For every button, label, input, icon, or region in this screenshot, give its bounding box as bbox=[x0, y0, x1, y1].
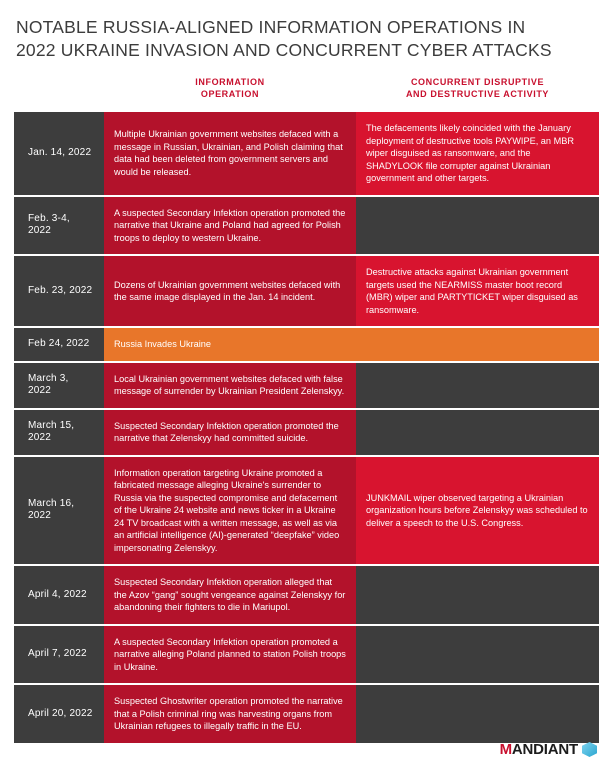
row-concurrent-activity: JUNKMAIL wiper observed targeting a Ukrainian organization hours before Zelenskyy was scheduled to deliver a speech to the U.S. Congress. bbox=[356, 457, 599, 565]
timeline-table bbox=[14, 72, 599, 745]
row-information-operation: Suspected Secondary Infektion operation alleged that the Azov “gang” sought vengeance against Zelenskyy for abandoning their fighters to die in Mariupol. bbox=[104, 566, 356, 624]
column-header-cyber-line-1: CONCURRENT DISRUPTIVE bbox=[410, 77, 545, 87]
column-header-cyber-line-2: AND DESTRUCTIVE ACTIVITY bbox=[405, 89, 550, 99]
page-title-line-1: NOTABLE RUSSIA-ALIGNED INFORMATION OPERATIONS IN bbox=[16, 17, 526, 37]
row-information-operation: Local Ukrainian government websites defaced with false message of surrender by Ukrainian President Zelenskyy. bbox=[104, 363, 356, 408]
table-row bbox=[14, 457, 599, 565]
row-date: March 3, 2022 bbox=[14, 363, 104, 408]
row-invasion-banner: Russia Invades Ukraine bbox=[104, 328, 599, 361]
mandiant-wordmark bbox=[500, 741, 578, 758]
column-header-date bbox=[14, 74, 104, 110]
table-row bbox=[14, 410, 599, 455]
mandiant-wordmark-m: M bbox=[499, 741, 512, 758]
row-date: March 15, 2022 bbox=[14, 410, 104, 455]
row-information-operation: A suspected Secondary Infektion operation promoted the narrative that Ukraine and Poland had agreed for Polish troops to deploy to western Ukraine. bbox=[104, 197, 356, 255]
row-date: Feb 24, 2022 bbox=[14, 328, 104, 361]
row-concurrent-activity bbox=[356, 363, 599, 408]
table-row-invasion bbox=[14, 328, 599, 361]
row-information-operation: Suspected Ghostwriter operation promoted the narrative that a Polish criminal ring was harvesting organs from Ukrainian refugees to illegally traffic in the EU. bbox=[104, 685, 356, 743]
row-date: Jan. 14, 2022 bbox=[14, 112, 104, 195]
table-header bbox=[14, 74, 599, 110]
table-row bbox=[14, 626, 599, 684]
row-concurrent-activity bbox=[356, 626, 599, 684]
row-concurrent-activity bbox=[356, 566, 599, 624]
row-information-operation: Information operation targeting Ukraine promoted a fabricated message alleging Ukraine's surrender to Russia via the suspected compromise and defacement of the Ukraine 24 website and news ticker in a Ukraine 24 TV broadcast with a written message, as well as via an artificial intelligence (AI)-generated “deepfake” video impersonating Zelenskyy. bbox=[104, 457, 356, 565]
row-concurrent-activity bbox=[356, 197, 599, 255]
mandiant-wordmark-rest: ANDIANT bbox=[511, 741, 578, 758]
row-information-operation: A suspected Secondary Infektion operation promoted a narrative alleging Poland planned to station Polish troops in Ukraine. bbox=[104, 626, 356, 684]
table-row bbox=[14, 256, 599, 326]
row-date: March 16, 2022 bbox=[14, 457, 104, 565]
row-date: Feb. 23, 2022 bbox=[14, 256, 104, 326]
row-date: April 4, 2022 bbox=[14, 566, 104, 624]
row-date: April 20, 2022 bbox=[14, 685, 104, 743]
column-header-information-operation bbox=[104, 74, 356, 110]
table-row bbox=[14, 197, 599, 255]
column-header-info-line-1: INFORMATION bbox=[195, 77, 265, 87]
footer-logo bbox=[500, 741, 597, 758]
table-row bbox=[14, 566, 599, 624]
page-title-line-2: 2022 UKRAINE INVASION AND CONCURRENT CYBER ATTACKS bbox=[16, 40, 552, 60]
column-header-info-line-2: OPERATION bbox=[200, 89, 260, 99]
column-header-concurrent-activity bbox=[356, 74, 599, 110]
row-date: April 7, 2022 bbox=[14, 626, 104, 684]
row-information-operation: Dozens of Ukrainian government websites defaced with the same image displayed in the Jan. 14 incident. bbox=[104, 256, 356, 326]
mandiant-hex-icon bbox=[582, 742, 597, 757]
table-body bbox=[14, 112, 599, 743]
row-information-operation: Multiple Ukrainian government websites defaced with a message in Russian, Ukrainian, and Polish claiming that data had been deleted from government servers and would be released. bbox=[104, 112, 356, 195]
table-row bbox=[14, 363, 599, 408]
row-concurrent-activity: The defacements likely coincided with the January deployment of destructive tools PAYWIPE, an MBR wiper disguised as ransomware, and the SHADYLOOK file corrupter against Ukrainian government and other targets. bbox=[356, 112, 599, 195]
table-row bbox=[14, 112, 599, 195]
page-title bbox=[14, 14, 599, 72]
row-concurrent-activity bbox=[356, 410, 599, 455]
row-concurrent-activity: Destructive attacks against Ukrainian government targets used the NEARMISS master boot record (MBR) wiper and PARTYTICKET wiper disguised as ransomware. bbox=[356, 256, 599, 326]
row-date: Feb. 3-4, 2022 bbox=[14, 197, 104, 255]
row-information-operation: Suspected Secondary Infektion operation promoted the narrative that Zelenskyy had committed suicide. bbox=[104, 410, 356, 455]
table-row bbox=[14, 685, 599, 743]
row-concurrent-activity bbox=[356, 685, 599, 743]
